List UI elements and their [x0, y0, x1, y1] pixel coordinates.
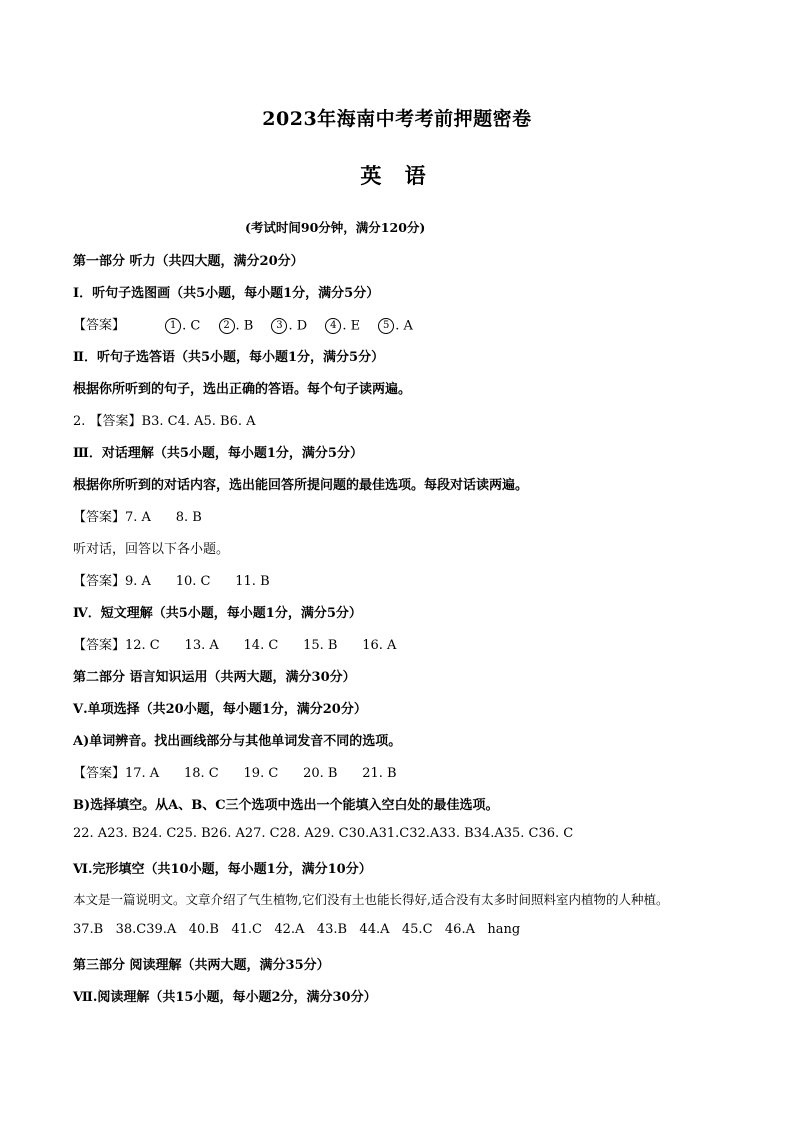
part1-heading: 第一部分 听力（共四大题，满分20分） — [73, 254, 304, 269]
section7-heading: Ⅶ.阅读理解（共15小题，每小题2分，满分30分） — [73, 990, 377, 1005]
section3-instruction: 根据你所听到的对话内容，选出能回答所提问题的最佳选项。每段对话读两遍。 — [73, 478, 529, 493]
subject-title: 英 语 — [360, 163, 434, 188]
answer-value: . C — [182, 318, 201, 333]
section2-heading: Ⅱ．听句子选答语（共5小题，每小题1分，满分5分） — [73, 350, 385, 365]
section5-sub-a: A)单词辨音。找出画线部分与其他单词发音不同的选项。 — [73, 734, 402, 749]
section6-heading: Ⅵ.完形填空（共10小题，每小题1分，满分10分） — [73, 862, 372, 877]
answer-item — [219, 318, 254, 334]
answer-item — [378, 318, 413, 334]
part2-heading: 第二部分 语言知识运用（共两大题，满分30分） — [73, 670, 356, 685]
section1-heading: Ⅰ．听句子选图画（共5小题，每小题1分，满分5分） — [73, 286, 380, 301]
section4-answers: 【答案】12. C 13. A 14. C 15. B 16. A — [73, 638, 397, 653]
answer-value: . B — [235, 318, 254, 333]
answer-value: . E — [342, 318, 361, 333]
circled-number: 1 — [165, 318, 181, 334]
answer-item — [325, 318, 360, 334]
answer-item — [271, 318, 307, 334]
section6-summary: 本文是一篇说明文。文章介绍了气生植物,它们没有土也能长得好,适合没有太多时间照料室内植物的人种植。 — [73, 892, 669, 907]
exam-info: (考试时间90分钟，满分120分) — [245, 220, 426, 235]
section2-instruction: 根据你所听到的句子，选出正确的答语。每个句子读两遍。 — [73, 382, 412, 397]
circled-number: 4 — [325, 318, 341, 334]
page-title: 2023年海南中考考前押题密卷 — [262, 108, 532, 130]
section3-heading: Ⅲ．对话理解（共5小题，每小题1分，满分5分） — [73, 446, 363, 461]
section4-heading: Ⅳ．短文理解（共5小题，每小题1分，满分5分） — [73, 606, 362, 621]
section3-sub-instruction: 听对话，回答以下各小题。 — [73, 542, 230, 557]
answer-value: . A — [395, 318, 413, 333]
section3-answers-1: 【答案】7. A 8. B — [73, 510, 202, 525]
section2-answers: 2. 【答案】B3. C4. A5. B6. A — [73, 414, 256, 429]
answer-item — [165, 318, 200, 334]
section5-sub-b: B)选择填空。从A、B、C三个选项中选出一个能填入空白处的最佳选项。 — [73, 798, 499, 813]
section5-heading: Ⅴ.单项选择（共20小题，每小题1分，满分20分） — [73, 702, 367, 717]
section5-answers-b: 22. A23. B24. C25. B26. A27. C28. A29. C30.A31.C32.A33. B34.A35. C36. C — [73, 826, 574, 841]
section5-answers-a: 【答案】17. A 18. C 19. C 20. B 21. B — [73, 766, 397, 781]
answer-value: . D — [288, 318, 308, 333]
section1-answers — [73, 314, 427, 334]
circled-number: 2 — [219, 318, 235, 334]
section3-answers-2: 【答案】9. A 10. C 11. B — [73, 574, 270, 589]
part3-heading: 第三部分 阅读理解（共两大题，满分35分） — [73, 958, 330, 973]
answer-label: 【答案】 — [73, 318, 126, 333]
circled-number: 3 — [271, 318, 287, 334]
section6-answers: 37.B 38.C39.A 40.B 41.C 42.A 43.B 44.A 45.C 46.A hang — [73, 922, 521, 937]
circled-number: 5 — [378, 318, 394, 334]
